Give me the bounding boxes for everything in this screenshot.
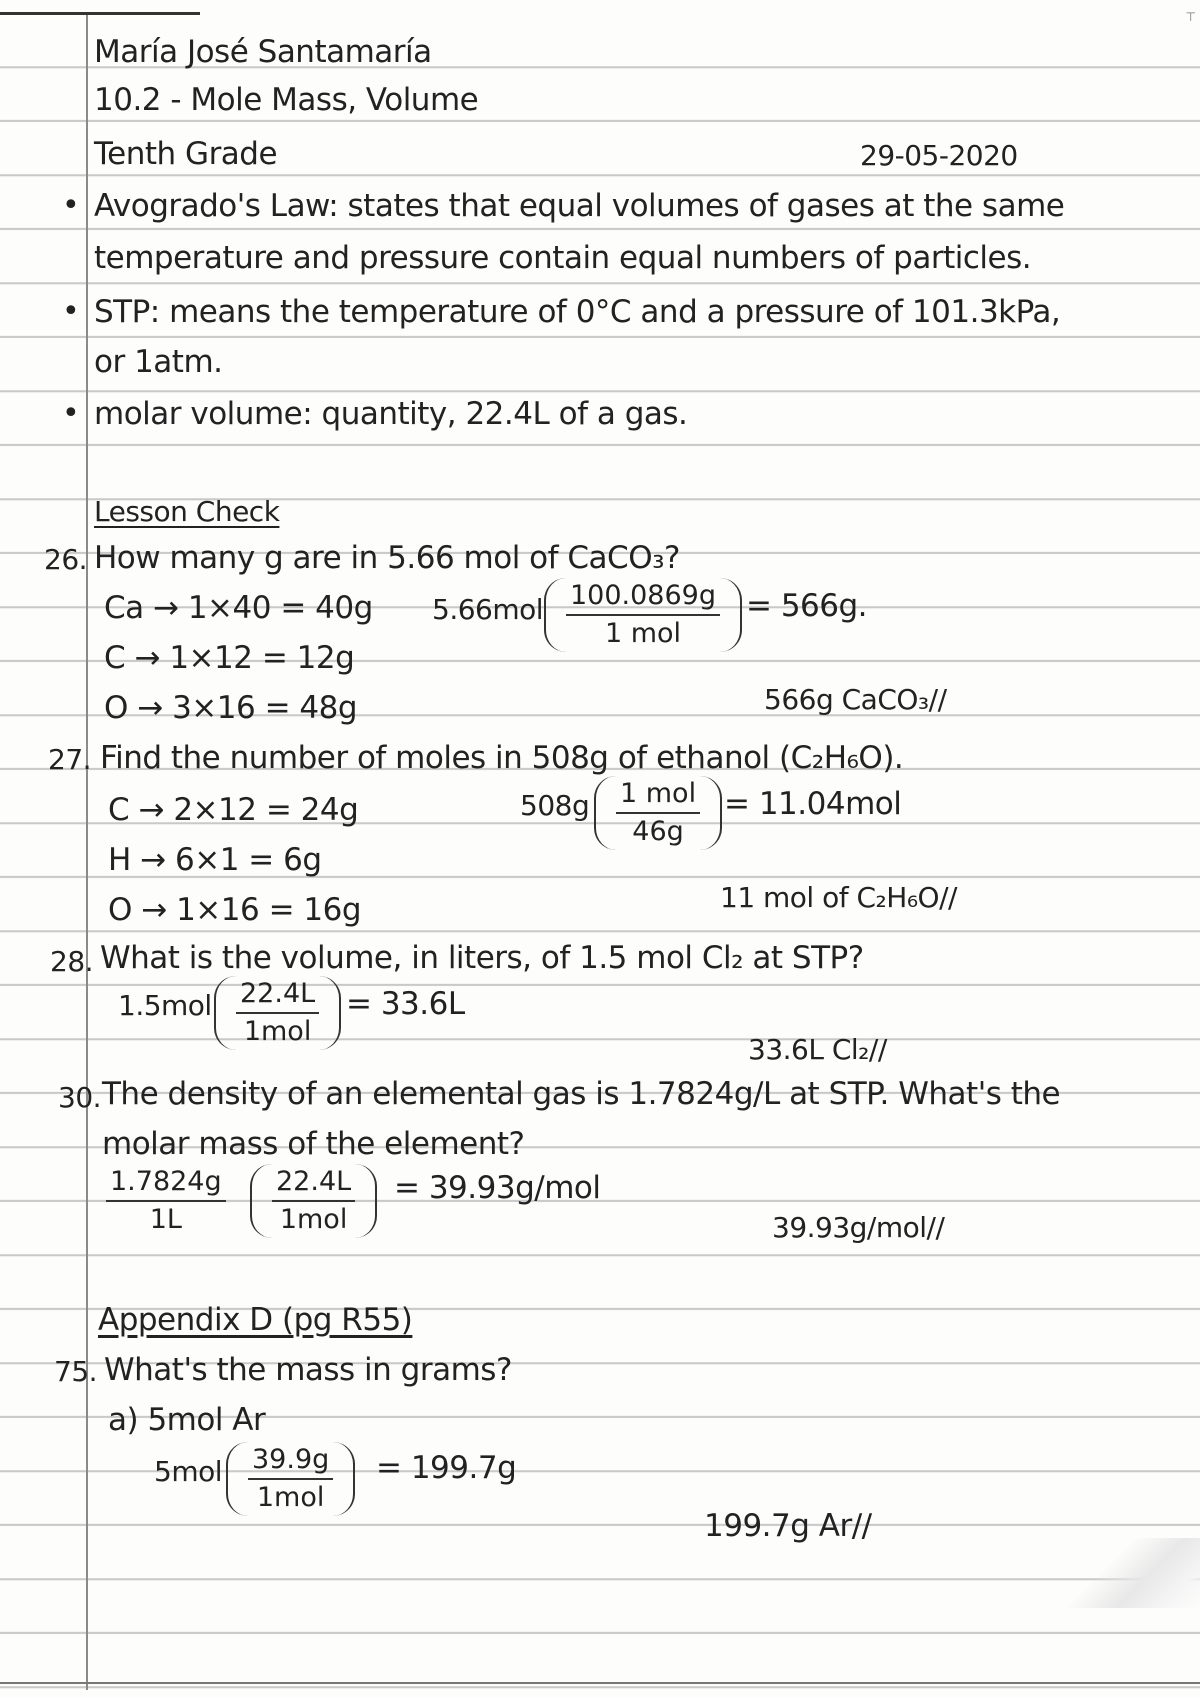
q27-work-c: C → 2×12 = 24g (108, 792, 359, 828)
q27-calc-prefix: 508g (520, 789, 590, 822)
q30-answer: 39.93g/mol// (772, 1211, 945, 1244)
q26-calc-prefix: 5.66mol (432, 593, 544, 626)
q75-calc-result: = 199.7g (376, 1450, 517, 1486)
q75-question: What's the mass in grams? (104, 1352, 512, 1388)
note-avogadro-line1: Avogrado's Law: states that equal volumes of gases at the same (94, 188, 1065, 224)
q30-density-numerator: 1.7824g (106, 1164, 226, 1202)
note-bullet: • (62, 294, 80, 329)
student-name: María José Santamaría (94, 34, 432, 70)
top-rule (0, 12, 200, 15)
q28-factor-numerator: 22.4L (236, 976, 319, 1014)
q75-number: 75. (54, 1355, 98, 1388)
q30-density-fraction (106, 1164, 226, 1238)
q26-conversion-factor (544, 578, 742, 652)
note-stp-line1: STP: means the temperature of 0°C and a pressure of 101.3kPa, (94, 294, 1061, 330)
q27-work-o: O → 1×16 = 16g (108, 892, 362, 928)
note-bullet: • (62, 396, 80, 431)
q28-number: 28. (50, 945, 94, 978)
lesson-check-heading: Lesson Check (94, 495, 280, 528)
q75-conversion-factor (226, 1442, 355, 1516)
corner-mark: ⊤ (1185, 10, 1196, 24)
q26-work-c: C → 1×12 = 12g (104, 640, 355, 676)
grade-label: Tenth Grade (94, 136, 278, 172)
q27-calc-result: = 11.04mol (724, 786, 902, 822)
q26-factor-denominator: 1 mol (604, 618, 682, 649)
q28-question: What is the volume, in liters, of 1.5 mol Cl₂ at STP? (100, 940, 864, 976)
q30-factor-denominator: 1mol (279, 1204, 348, 1235)
q26-number: 26. (44, 543, 88, 576)
q27-work-h: H → 6×1 = 6g (108, 842, 322, 878)
q30-density-denominator: 1L (149, 1204, 182, 1235)
note-molar-volume: molar volume: quantity, 22.4L of a gas. (94, 396, 688, 432)
q30-number: 30. (58, 1081, 102, 1114)
q28-factor-denominator: 1mol (243, 1016, 312, 1047)
appendix-heading: Appendix D (pg R55) (98, 1302, 413, 1338)
q75-calc-prefix: 5mol (154, 1455, 222, 1488)
q27-factor-denominator: 46g (632, 816, 684, 847)
q26-calc-result: = 566g. (746, 588, 868, 624)
page-smudge (1060, 1538, 1200, 1608)
topic-title: 10.2 - Mole Mass, Volume (94, 82, 479, 118)
q75-answer: 199.7g Ar// (704, 1508, 872, 1544)
note-avogadro-line2: temperature and pressure contain equal numbers of particles. (94, 240, 1032, 276)
q75-factor-numerator: 39.9g (248, 1442, 333, 1480)
q28-answer: 33.6L Cl₂// (748, 1033, 887, 1066)
q30-calc-result: = 39.93g/mol (394, 1170, 601, 1206)
q28-calc-prefix: 1.5mol (118, 989, 212, 1022)
q28-calc-result: = 33.6L (346, 986, 465, 1022)
q27-answer: 11 mol of C₂H₆O// (720, 881, 957, 914)
margin-line (86, 15, 88, 1690)
q30-question-line1: The density of an elemental gas is 1.7824g/L at STP. What's the (102, 1076, 1061, 1112)
q30-question-line2: molar mass of the element? (102, 1126, 525, 1162)
q26-question: How many g are in 5.66 mol of CaCO₃? (94, 540, 680, 576)
q27-factor-numerator: 1 mol (616, 776, 700, 814)
note-stp-line2: or 1atm. (94, 344, 223, 380)
q27-conversion-factor (594, 776, 722, 850)
q30-factor-numerator: 22.4L (272, 1164, 355, 1202)
bottom-rule (0, 1682, 1200, 1684)
q26-work-o: O → 3×16 = 48g (104, 690, 358, 726)
q27-question: Find the number of moles in 508g of ethanol (C₂H₆O). (100, 740, 904, 776)
q30-conversion-factor (250, 1164, 377, 1238)
q75-part-a: a) 5mol Ar (108, 1402, 266, 1438)
note-bullet: • (62, 188, 80, 223)
date-label: 29-05-2020 (860, 139, 1018, 172)
q26-factor-numerator: 100.0869g (566, 578, 720, 616)
q27-number: 27. (48, 743, 92, 776)
q26-answer: 566g CaCO₃// (764, 683, 947, 716)
q75-factor-denominator: 1mol (256, 1482, 325, 1513)
q28-conversion-factor (214, 976, 341, 1050)
q26-work-ca: Ca → 1×40 = 40g (104, 590, 373, 626)
